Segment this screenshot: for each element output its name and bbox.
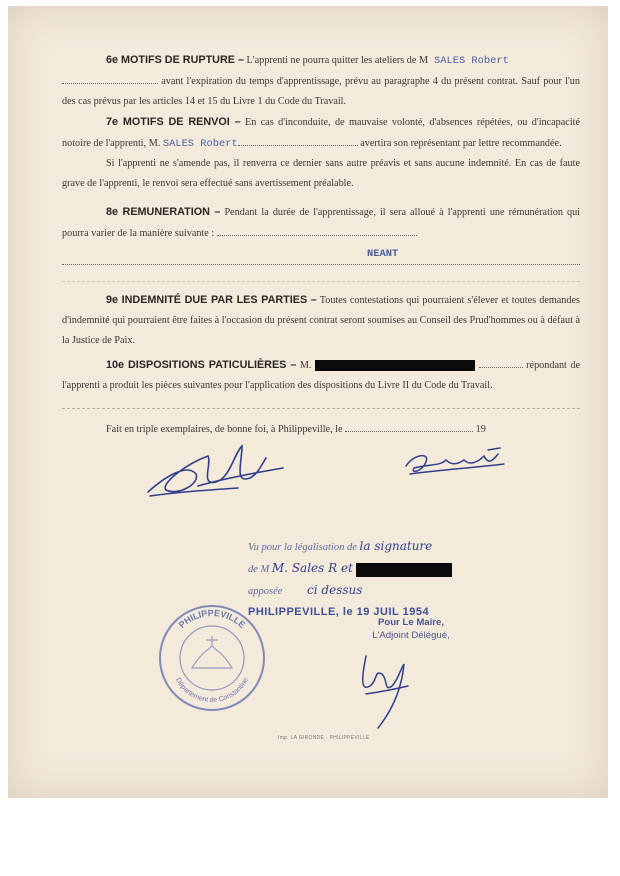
dotted-fill bbox=[238, 133, 358, 146]
section-10-text-a: M. bbox=[299, 360, 312, 371]
section-6 bbox=[62, 50, 580, 112]
section-6-text-b: avant l'expiration du temps d'apprentissage, prévu au paragraphe 4 du présent contrat. Sauf pour l'un des cas prévus par les articles 14 et 15 du Livre 1 du Code du Travail. bbox=[62, 76, 580, 107]
signature-deputy bbox=[348, 646, 418, 732]
section-6-text-a: L'apprenti ne pourra quitter les ateliers de M bbox=[246, 55, 428, 66]
signature-left bbox=[138, 434, 288, 506]
section-6-title: 6e MOTIFS DE RUPTURE – bbox=[106, 54, 244, 66]
legalisation-block bbox=[248, 536, 498, 623]
section-9 bbox=[62, 290, 580, 351]
section-9-title: 9e INDEMNITÉ DUE PAR LES PARTIES – bbox=[106, 294, 317, 306]
section-8-text: Pendant la durée de l'apprentissage, il sera alloué à l'apprenti une rémunération qui pourra varier de la manière suivante : bbox=[62, 207, 581, 239]
contract-body bbox=[62, 50, 580, 440]
closing-text: Fait en triple exemplaires, de bonne foi, à Philippeville, le bbox=[106, 424, 343, 435]
mayor-title bbox=[346, 616, 476, 642]
section-10-title: 10e DISPOSITIONS PATICULIÈRES – bbox=[106, 359, 297, 371]
section-8-title: 8e REMUNERATION – bbox=[106, 206, 221, 218]
legalisation-line-1-text: Vu pour la légalisation de bbox=[248, 542, 357, 553]
section-7-paragraph-2: Si l'apprenti ne s'amende pas, il renverra ce dernier sans autre préavis et sans aucune indemnité. En cas de faute grave de l'apprenti, le renvoi sera effectué sans avertissement préalable. bbox=[62, 158, 580, 189]
dotted-fill bbox=[217, 223, 417, 236]
closing-year: 19 bbox=[475, 424, 486, 435]
section-8-value: NEANT bbox=[367, 248, 399, 260]
section-7-text-b: avertira son représentant par lettre recommandée. bbox=[360, 138, 562, 149]
seal-text-bottom: Département de Constantine bbox=[174, 676, 250, 705]
date-field bbox=[345, 419, 473, 432]
municipal-seal bbox=[156, 602, 268, 714]
legalisation-line-1 bbox=[248, 536, 498, 558]
legalisation-line-2-text: de M bbox=[248, 564, 270, 575]
signature-right bbox=[400, 444, 510, 484]
legalisation-line-3 bbox=[248, 580, 498, 602]
legalisation-line-3-text: apposée bbox=[248, 586, 283, 597]
dotted-fill bbox=[479, 355, 523, 368]
section-7-title: 7e MOTIFS DE RENVOI – bbox=[106, 116, 241, 128]
section-7 bbox=[62, 112, 580, 154]
section-10 bbox=[62, 355, 580, 396]
seal-text-top: PHILIPPEVILLE bbox=[176, 607, 248, 630]
redaction-bar bbox=[356, 563, 452, 577]
legalisation-line-2 bbox=[248, 558, 498, 580]
section-7-text-a: En cas d'inconduite, de mauvaise volonté, d'absences répétées, ou d'incapacité notoire de l'apprenti, M. bbox=[62, 117, 581, 149]
mayor-line-2: L'Adjoint Délégué, bbox=[372, 630, 450, 641]
dotted-separator bbox=[62, 281, 580, 282]
printer-mark: Imp. LA GIRONDE · PHILIPPEVILLE bbox=[278, 735, 370, 741]
section-10-text-b: répondant de l'apprenti a produit les pièces suivantes pour l'application des dispositions du Livre II du Code du Travail. bbox=[62, 360, 581, 391]
section-6-name: SALES Robert bbox=[434, 55, 509, 67]
section-8 bbox=[62, 202, 580, 244]
redaction-bar bbox=[315, 360, 475, 371]
date-stamp: PHILIPPEVILLE, le 19 JUIL 1954 bbox=[248, 606, 430, 618]
dotted-fill bbox=[62, 71, 158, 84]
legalisation-handwriting-2: M. Sales R et bbox=[271, 561, 353, 575]
document-page bbox=[8, 6, 608, 798]
section-8-value-line bbox=[62, 244, 580, 265]
legalisation-handwriting-3: ci dessus bbox=[307, 583, 363, 597]
mayor-line-1: Pour Le Maire, bbox=[377, 617, 445, 628]
legalisation-handwriting-1: la signature bbox=[359, 539, 433, 553]
section-9-text: Toutes contestations qui pourraient s'élever et toutes demandes d'indemnité qui pourraient être faites à l'occasion du présent contrat seront soumises au Conseil des Prud'hommes ou à défaut à la Justice de Paix. bbox=[62, 295, 580, 346]
section-7-name: SALES Robert bbox=[162, 138, 238, 150]
